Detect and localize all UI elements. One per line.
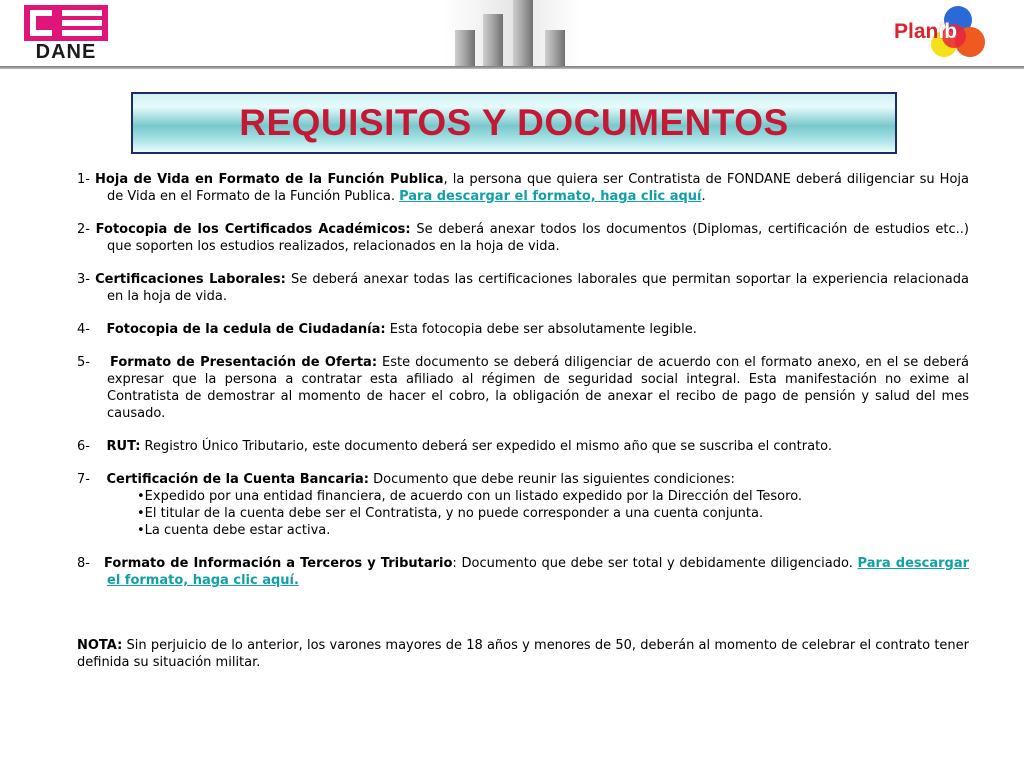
- item-heading: Fotocopia de los Certificados Académicos:: [95, 222, 411, 237]
- item-heading: RUT:: [106, 439, 141, 454]
- note-label: NOTA:: [77, 638, 123, 653]
- header-divider: [0, 66, 1024, 69]
- download-format-link[interactable]: Para descargar el formato, haga clic aquí: [399, 189, 702, 204]
- item-number: 3-: [77, 272, 96, 287]
- note-paragraph: [77, 637, 969, 671]
- download-format-link-2[interactable]: Para descargar el formato, haga clic aquí.: [107, 556, 970, 588]
- list-item-7: [77, 471, 969, 539]
- item-text: , la persona que quiera ser Contratista de FONDANE deberá diligenciar su Hoja de Vida en el Formato de la Función Publica.: [107, 172, 969, 204]
- item-text: Se deberá anexar todos los documentos (Diplomas, certificación de estudios etc..) que soporten los estudios realizados, relacionados en la hoja de vida.: [107, 222, 969, 254]
- list-item-6: [77, 438, 969, 455]
- item-text: Este documento se deberá diligenciar de acuerdo con el formato anexo, en el se deberá expresar que la persona a contratar esta afiliado al régimen de seguridad social integral. Esta manifestación no exime al Contratista de demostrar al momento de hacer el cobro, la obligación de anexar el recibo de pago de pensión y salud del mes causado.: [107, 355, 970, 421]
- item-heading: Certificaciones Laborales:: [95, 272, 286, 287]
- bullet-item-2: •El titular de la cuenta debe ser el Contratista, y no puede corresponder a una cuenta conjunta.: [137, 506, 764, 521]
- item-text: Se deberá anexar todas las certificaciones laborales que permitan soportar la experiencia relacionada en la hoja de vida.: [107, 272, 969, 304]
- planib-logo-text: Planib: [894, 20, 958, 43]
- list-item-8: [77, 555, 969, 589]
- dane-logo-text: DANE: [35, 41, 97, 63]
- list-item-4: [77, 321, 969, 338]
- item-number: 4-: [77, 322, 107, 337]
- bullet-item-1: •Expedido por una entidad financiera, de acuerdo con un listado expedido por la Dirección del Tesoro.: [137, 489, 803, 504]
- item-text: Esta fotocopia debe ser absolutamente legible.: [385, 322, 697, 337]
- list-item-2: [77, 221, 969, 255]
- bar-chart-graphic-icon: [445, 0, 580, 66]
- item-text: Registro Único Tributario, este documento deberá ser expedido el mismo año que se suscriba el contrato.: [140, 439, 833, 454]
- item-number: 5-: [77, 355, 110, 370]
- page-title: REQUISITOS Y DOCUMENTOS: [239, 102, 789, 143]
- planib-logo: [888, 2, 988, 62]
- item-text-end: .: [701, 189, 706, 204]
- list-item-1: [77, 171, 969, 205]
- bullet-item-3: •La cuenta debe estar activa.: [137, 523, 331, 538]
- dane-logo-mark-icon: [24, 5, 108, 41]
- item-number: 8-: [77, 556, 105, 571]
- note-text: Sin perjuicio de lo anterior, los varones mayores de 18 años y menores de 50, deberán al momento de celebrar el contrato tener definida su situación militar.: [77, 638, 969, 670]
- item-heading: Certificación de la Cuenta Bancaria:: [106, 472, 369, 487]
- dane-logo: [24, 5, 108, 61]
- item-text: : Documento que debe ser total y debidamente diligenciado.: [452, 556, 858, 571]
- item-heading: Fotocopia de la cedula de Ciudadanía:: [106, 322, 386, 337]
- item-number: 1-: [77, 172, 96, 187]
- list-item-5: [77, 354, 969, 422]
- requirements-list: [77, 171, 969, 684]
- item-heading: Formato de Presentación de Oferta:: [110, 355, 378, 370]
- list-item-3: [77, 271, 969, 305]
- item-heading: Formato de Información a Terceros y Tributario: [104, 556, 453, 571]
- item-text: Documento que debe reunir las siguientes condiciones:: [368, 472, 735, 487]
- title-box: [131, 92, 897, 154]
- item-number: 7-: [77, 472, 107, 487]
- item-heading: Hoja de Vida en Formato de la Función Publica: [95, 172, 444, 187]
- item-number: 6-: [77, 439, 107, 454]
- item-number: 2-: [77, 222, 96, 237]
